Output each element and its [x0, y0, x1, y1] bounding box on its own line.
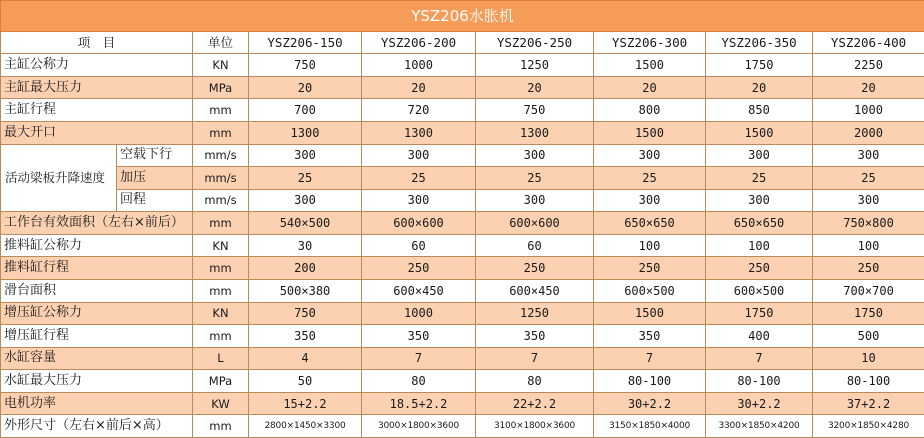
- row-value: 80-100: [706, 370, 813, 393]
- row-name: 滑台面积: [1, 279, 193, 302]
- row-value: 80: [476, 370, 594, 393]
- row-value: 7: [594, 347, 706, 370]
- row-value: 3200×1850×4280: [813, 415, 924, 438]
- row-value: 1300: [476, 122, 594, 145]
- header-model: YSZ206-200: [362, 31, 476, 54]
- row-value: 350: [362, 325, 476, 348]
- row-unit: mm: [193, 279, 249, 302]
- table-row: [1, 212, 924, 235]
- header-row: [1, 31, 924, 54]
- title-row: [1, 1, 924, 32]
- row-value: 37+2.2: [813, 392, 924, 415]
- header-item: 项 目: [1, 31, 193, 54]
- row-name: 工作台有效面积（左右×前后）: [1, 212, 193, 235]
- row-unit: mm: [193, 257, 249, 280]
- row-value: 300: [362, 189, 476, 212]
- row-value: 350: [249, 325, 362, 348]
- row-value: 600×450: [362, 279, 476, 302]
- row-value: 80: [362, 370, 476, 393]
- row-value: 650×650: [594, 212, 706, 235]
- table-row: [1, 392, 924, 415]
- row-value: 18.5+2.2: [362, 392, 476, 415]
- row-unit: mm: [193, 122, 249, 145]
- row-name: 主缸公称力: [1, 54, 193, 77]
- row-value: 300: [476, 189, 594, 212]
- row-value: 1750: [813, 302, 924, 325]
- row-value: 25: [476, 167, 594, 190]
- row-name: 水缸容量: [1, 347, 193, 370]
- row-name: 外形尺寸（左右×前后×高）: [1, 415, 193, 438]
- row-value: 720: [362, 99, 476, 122]
- row-name: 空载下行: [117, 144, 193, 167]
- row-value: 1500: [594, 54, 706, 77]
- row-value: 300: [249, 144, 362, 167]
- table-row: [1, 99, 924, 122]
- row-value: 300: [706, 189, 813, 212]
- table-row: [1, 415, 924, 438]
- row-value: 20: [362, 76, 476, 99]
- row-value: 850: [706, 99, 813, 122]
- row-value: 750: [249, 54, 362, 77]
- row-value: 300: [249, 189, 362, 212]
- row-value: 250: [362, 257, 476, 280]
- table-row: [1, 189, 924, 212]
- row-value: 60: [362, 234, 476, 257]
- row-value: 800: [594, 99, 706, 122]
- row-value: 80-100: [594, 370, 706, 393]
- table-row: [1, 325, 924, 348]
- row-value: 750×800: [813, 212, 924, 235]
- row-name: 增压缸行程: [1, 325, 193, 348]
- row-value: 20: [476, 76, 594, 99]
- row-value: 500: [813, 325, 924, 348]
- row-value: 2000: [813, 122, 924, 145]
- row-name: 推料缸公称力: [1, 234, 193, 257]
- row-unit: mm: [193, 415, 249, 438]
- header-model: YSZ206-150: [249, 31, 362, 54]
- row-value: 300: [813, 144, 924, 167]
- row-value: 400: [706, 325, 813, 348]
- row-value: 3100×1800×3600: [476, 415, 594, 438]
- row-value: 20: [813, 76, 924, 99]
- table-row: [1, 347, 924, 370]
- row-value: 350: [476, 325, 594, 348]
- row-value: 700: [249, 99, 362, 122]
- table-row: [1, 234, 924, 257]
- row-unit: L: [193, 347, 249, 370]
- table-row: [1, 257, 924, 280]
- row-name: 加压: [117, 167, 193, 190]
- row-value: 20: [594, 76, 706, 99]
- row-name: 电机功率: [1, 392, 193, 415]
- header-unit: 单位: [193, 31, 249, 54]
- row-value: 30+2.2: [594, 392, 706, 415]
- table-row: [1, 279, 924, 302]
- row-value: 1500: [594, 122, 706, 145]
- row-value: 30+2.2: [706, 392, 813, 415]
- row-value: 10: [813, 347, 924, 370]
- group-label: 活动梁板升降速度: [1, 144, 117, 212]
- row-value: 60: [476, 234, 594, 257]
- row-unit: MPa: [193, 76, 249, 99]
- row-value: 30: [249, 234, 362, 257]
- row-value: 20: [249, 76, 362, 99]
- row-value: 1750: [706, 54, 813, 77]
- table-row: [1, 167, 924, 190]
- row-value: 250: [594, 257, 706, 280]
- header-model: YSZ206-400: [813, 31, 924, 54]
- row-value: 1250: [476, 302, 594, 325]
- row-value: 300: [813, 189, 924, 212]
- row-value: 200: [249, 257, 362, 280]
- header-model: YSZ206-250: [476, 31, 594, 54]
- row-value: 250: [476, 257, 594, 280]
- row-name: 最大开口: [1, 122, 193, 145]
- row-unit: mm/s: [193, 167, 249, 190]
- row-value: 1000: [362, 302, 476, 325]
- row-value: 250: [706, 257, 813, 280]
- row-value: 1750: [706, 302, 813, 325]
- row-name: 回程: [117, 189, 193, 212]
- row-value: 50: [249, 370, 362, 393]
- row-value: 15+2.2: [249, 392, 362, 415]
- row-value: 600×600: [476, 212, 594, 235]
- row-name: 推料缸行程: [1, 257, 193, 280]
- row-value: 7: [706, 347, 813, 370]
- table-title: YSZ206水胀机: [1, 1, 924, 32]
- row-value: 25: [706, 167, 813, 190]
- row-value: 500×380: [249, 279, 362, 302]
- row-value: 1500: [706, 122, 813, 145]
- row-value: 22+2.2: [476, 392, 594, 415]
- row-value: 650×650: [706, 212, 813, 235]
- row-unit: MPa: [193, 370, 249, 393]
- row-value: 20: [706, 76, 813, 99]
- row-value: 80-100: [813, 370, 924, 393]
- row-value: 3000×1800×3600: [362, 415, 476, 438]
- row-value: 3300×1850×4200: [706, 415, 813, 438]
- row-value: 250: [813, 257, 924, 280]
- row-unit: mm/s: [193, 189, 249, 212]
- row-value: 600×450: [476, 279, 594, 302]
- table-row: [1, 54, 924, 77]
- row-unit: KN: [193, 302, 249, 325]
- row-unit: mm: [193, 99, 249, 122]
- row-value: 25: [249, 167, 362, 190]
- table-row: [1, 144, 924, 167]
- row-name: 主缸行程: [1, 99, 193, 122]
- row-name: 增压缸公称力: [1, 302, 193, 325]
- row-value: 300: [706, 144, 813, 167]
- row-value: 750: [476, 99, 594, 122]
- row-value: 25: [362, 167, 476, 190]
- row-value: 1000: [362, 54, 476, 77]
- row-unit: mm/s: [193, 144, 249, 167]
- row-value: 300: [362, 144, 476, 167]
- row-unit: mm: [193, 325, 249, 348]
- row-value: 1300: [362, 122, 476, 145]
- row-value: 750: [249, 302, 362, 325]
- row-unit: KW: [193, 392, 249, 415]
- row-value: 1500: [594, 302, 706, 325]
- row-value: 2250: [813, 54, 924, 77]
- row-value: 300: [594, 144, 706, 167]
- row-value: 600×500: [706, 279, 813, 302]
- row-value: 700×700: [813, 279, 924, 302]
- row-value: 540×500: [249, 212, 362, 235]
- row-unit: KN: [193, 54, 249, 77]
- row-value: 7: [476, 347, 594, 370]
- table-row: [1, 122, 924, 145]
- row-value: 300: [476, 144, 594, 167]
- table-row: [1, 76, 924, 99]
- row-value: 100: [813, 234, 924, 257]
- row-value: 2800×1450×3300: [249, 415, 362, 438]
- table-row: [1, 370, 924, 393]
- row-name: 水缸最大压力: [1, 370, 193, 393]
- row-value: 25: [594, 167, 706, 190]
- row-value: 600×600: [362, 212, 476, 235]
- header-model: YSZ206-350: [706, 31, 813, 54]
- row-unit: mm: [193, 212, 249, 235]
- row-value: 600×500: [594, 279, 706, 302]
- row-value: 25: [813, 167, 924, 190]
- row-value: 100: [594, 234, 706, 257]
- row-value: 100: [706, 234, 813, 257]
- row-value: 1300: [249, 122, 362, 145]
- row-value: 3150×1850×4000: [594, 415, 706, 438]
- row-value: 300: [594, 189, 706, 212]
- row-value: 7: [362, 347, 476, 370]
- header-model: YSZ206-300: [594, 31, 706, 54]
- row-name: 主缸最大压力: [1, 76, 193, 99]
- row-value: 4: [249, 347, 362, 370]
- table-row: [1, 302, 924, 325]
- row-unit: KN: [193, 234, 249, 257]
- row-value: 1000: [813, 99, 924, 122]
- row-value: 350: [594, 325, 706, 348]
- row-value: 1250: [476, 54, 594, 77]
